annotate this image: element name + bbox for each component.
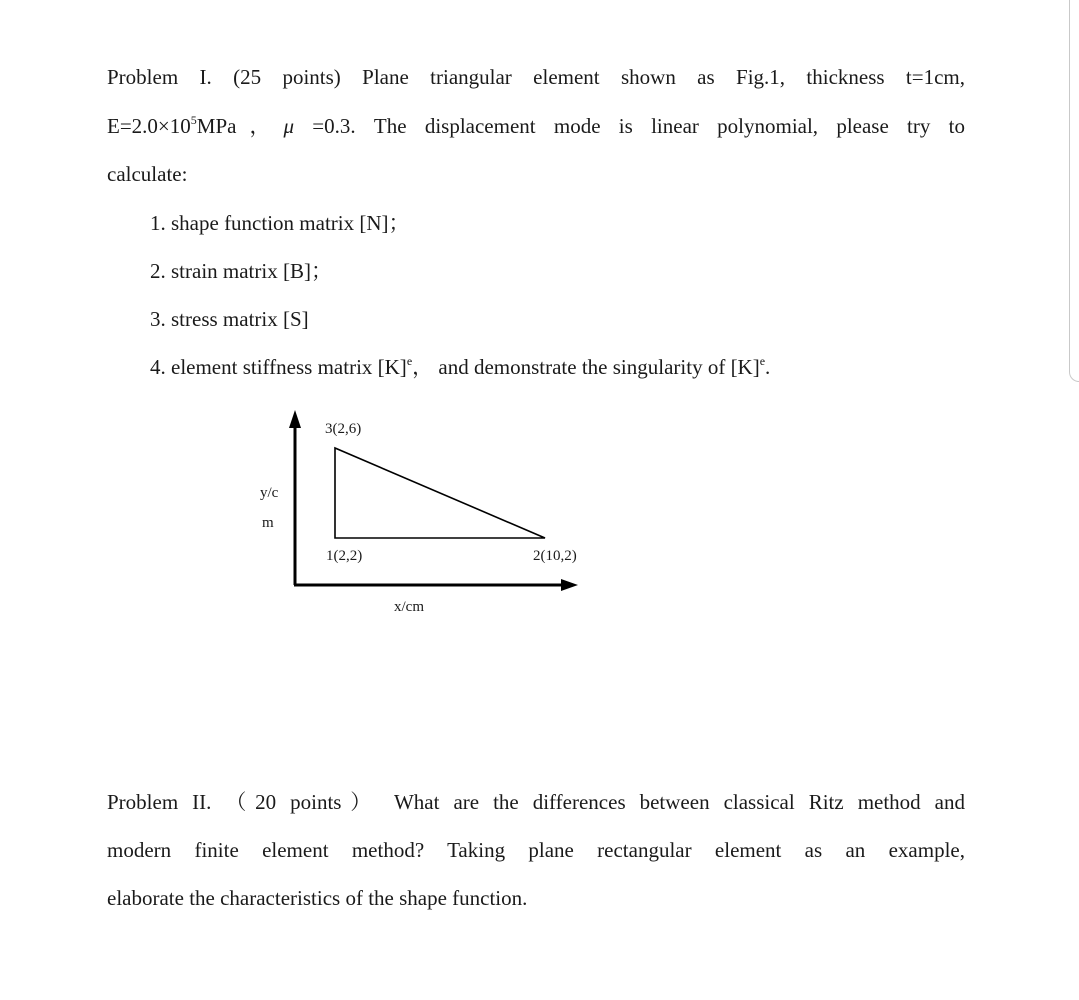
list-item-4-text-a: 4. element stiffness matrix [K]: [150, 355, 407, 379]
problem2-line1: Problem II. （20 points） What are the differences between classical Ritz method and: [107, 790, 965, 814]
modulus-text: E=2.0×10: [107, 114, 191, 138]
list-item-4-text-c: .: [765, 355, 771, 379]
page-edge-shadow: [1069, 0, 1079, 382]
list-item-3: 3. stress matrix [S]: [150, 307, 309, 331]
list-item-1: 1. shape function matrix [N]；: [150, 211, 410, 235]
y-axis-label-line1: y/c: [260, 485, 279, 501]
node2-label: 2(10,2): [533, 548, 577, 564]
x-axis-label: x/cm: [394, 599, 424, 615]
problem2-line3: elaborate the characteristics of the shape function.: [107, 886, 528, 910]
exponent-text: 5: [190, 113, 197, 127]
list-item-2: 2. strain matrix [B]；: [150, 259, 332, 283]
node3-label: 3(2,6): [325, 421, 362, 437]
problem1-line1: Problem I. (25 points) Plane triangular element shown as Fig.1, thickness t=1cm,: [107, 65, 965, 89]
superscript-e: e: [406, 354, 413, 368]
list-item-4-text-b: ， and demonstrate the singularity of [K]: [412, 355, 760, 379]
problem2-line2: modern finite element method? Taking plane rectangular element as an example,: [107, 838, 965, 862]
node1-label: 1(2,2): [326, 548, 363, 564]
poisson-symbol: μ: [283, 114, 295, 138]
superscript-e: e: [759, 354, 766, 368]
x-axis-arrow-icon: [561, 579, 578, 591]
y-axis-label-line2: m: [262, 515, 274, 531]
problem1-line2-rest: =0.3. The displacement mode is linear polynomial, please try to: [294, 114, 965, 138]
modulus-unit: MPa，: [196, 114, 284, 138]
problem1-line3: calculate:: [107, 162, 188, 186]
y-axis-arrow-icon: [289, 410, 301, 428]
triangle-element: [335, 448, 545, 538]
